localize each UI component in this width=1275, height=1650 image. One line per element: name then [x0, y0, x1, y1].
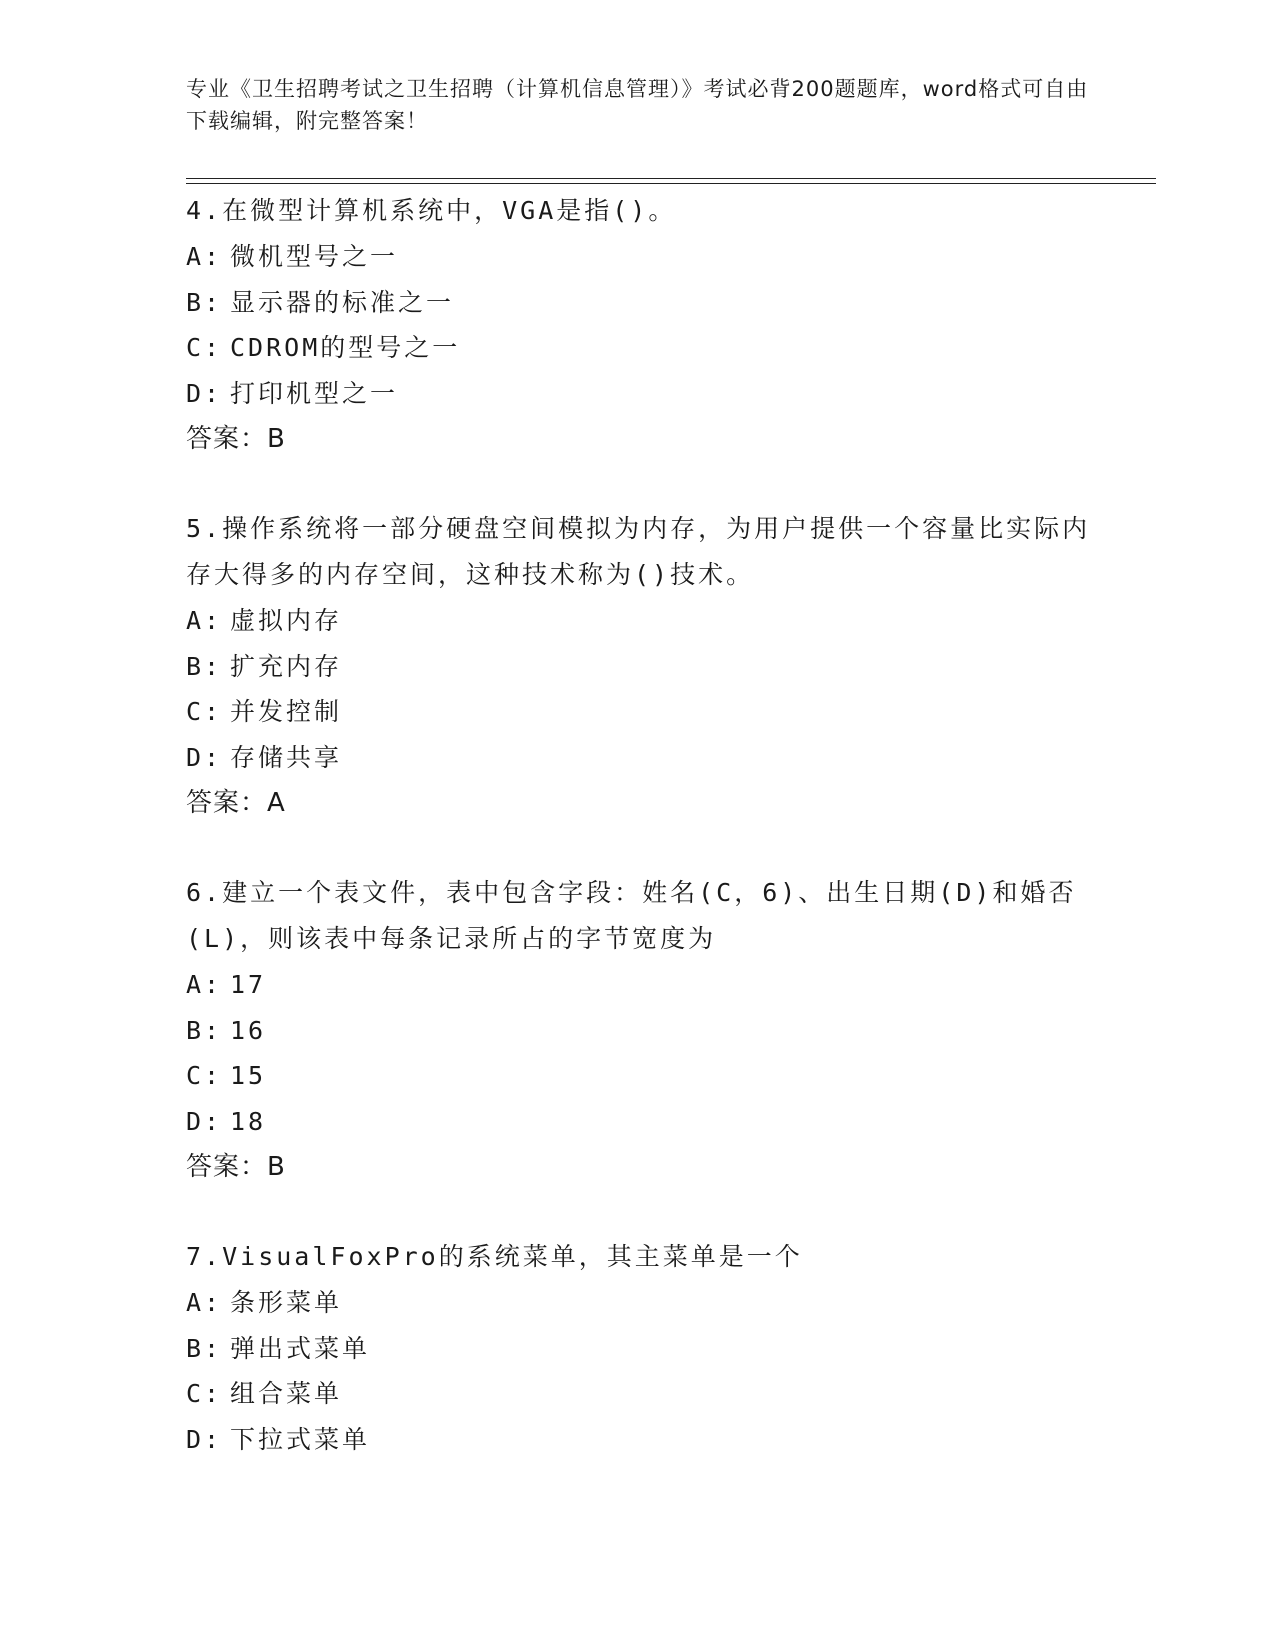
- option-text: 18: [230, 1106, 267, 1136]
- option-b: [186, 1008, 1106, 1054]
- option-d: [186, 1099, 1106, 1145]
- option-text: 17: [230, 970, 267, 999]
- option-d: [186, 371, 1106, 417]
- option-text: 并发控制: [230, 697, 343, 726]
- option-label: B:: [186, 651, 223, 681]
- option-text: 微机型号之一: [230, 242, 399, 271]
- option-label: A:: [186, 1288, 223, 1317]
- question-list: [186, 188, 1106, 1506]
- option-text: CDROM的型号之一: [230, 333, 461, 362]
- option-text: 15: [230, 1061, 267, 1090]
- option-label: A:: [186, 242, 223, 271]
- option-d: [186, 1417, 1106, 1463]
- option-label: A:: [186, 970, 223, 999]
- option-text: 下拉式菜单: [230, 1424, 371, 1454]
- option-text: 16: [230, 1015, 267, 1045]
- answer-line: 答案：A: [186, 788, 286, 818]
- question-text: 5.操作系统将一部分硬盘空间模拟为内存，为用户提供一个容量比实际内存大得多的内存空间，这种技术称为()技术。: [186, 514, 1091, 589]
- option-a: [186, 962, 1106, 1008]
- option-c: [186, 325, 1106, 371]
- option-text: 存储共享: [230, 742, 343, 772]
- option-b: [186, 1326, 1106, 1372]
- option-label: B:: [186, 287, 223, 317]
- document-intro: 专业《卫生招聘考试之卫生招聘（计算机信息管理）》考试必背200题题库，word格式可自由下载编辑，附完整答案！: [186, 77, 1089, 133]
- option-a: [186, 598, 1106, 644]
- option-text: 扩充内存: [230, 651, 343, 681]
- question-4: [186, 188, 1106, 462]
- option-b: [186, 644, 1106, 690]
- option-label: A:: [186, 606, 223, 635]
- option-text: 组合菜单: [230, 1379, 343, 1408]
- option-label: D:: [186, 1424, 223, 1454]
- option-label: C:: [186, 333, 223, 362]
- option-text: 条形菜单: [230, 1288, 343, 1317]
- option-text: 弹出式菜单: [230, 1333, 371, 1363]
- option-label: B:: [186, 1333, 223, 1363]
- option-d: [186, 735, 1106, 781]
- option-text: 虚拟内存: [230, 606, 343, 635]
- header-divider-bottom: [186, 183, 1156, 184]
- header-divider-top: [186, 178, 1156, 179]
- question-6: [186, 870, 1106, 1190]
- option-c: [186, 689, 1106, 735]
- question-text: 6.建立一个表文件，表中包含字段：姓名(C，6)、出生日期(D)和婚否(L)，则该表中每条记录所占的字节宽度为: [186, 878, 1077, 953]
- option-b: [186, 280, 1106, 326]
- option-label: C:: [186, 1061, 223, 1090]
- option-label: C:: [186, 1379, 223, 1408]
- option-label: B:: [186, 1015, 223, 1045]
- option-label: C:: [186, 697, 223, 726]
- question-5: [186, 506, 1106, 826]
- option-label: D:: [186, 378, 223, 408]
- option-label: D:: [186, 1106, 223, 1136]
- answer-line: 答案：B: [186, 424, 286, 454]
- question-7: [186, 1234, 1106, 1462]
- option-c: [186, 1371, 1106, 1417]
- option-a: [186, 234, 1106, 280]
- option-text: 打印机型之一: [230, 378, 399, 408]
- question-text: 7.VisualFoxPro的系统菜单，其主菜单是一个: [186, 1242, 803, 1271]
- option-label: D:: [186, 742, 223, 772]
- option-text: 显示器的标准之一: [230, 287, 455, 317]
- option-a: [186, 1280, 1106, 1326]
- question-text: 4.在微型计算机系统中，VGA是指()。: [186, 196, 677, 225]
- answer-line: 答案：B: [186, 1152, 286, 1182]
- option-c: [186, 1053, 1106, 1099]
